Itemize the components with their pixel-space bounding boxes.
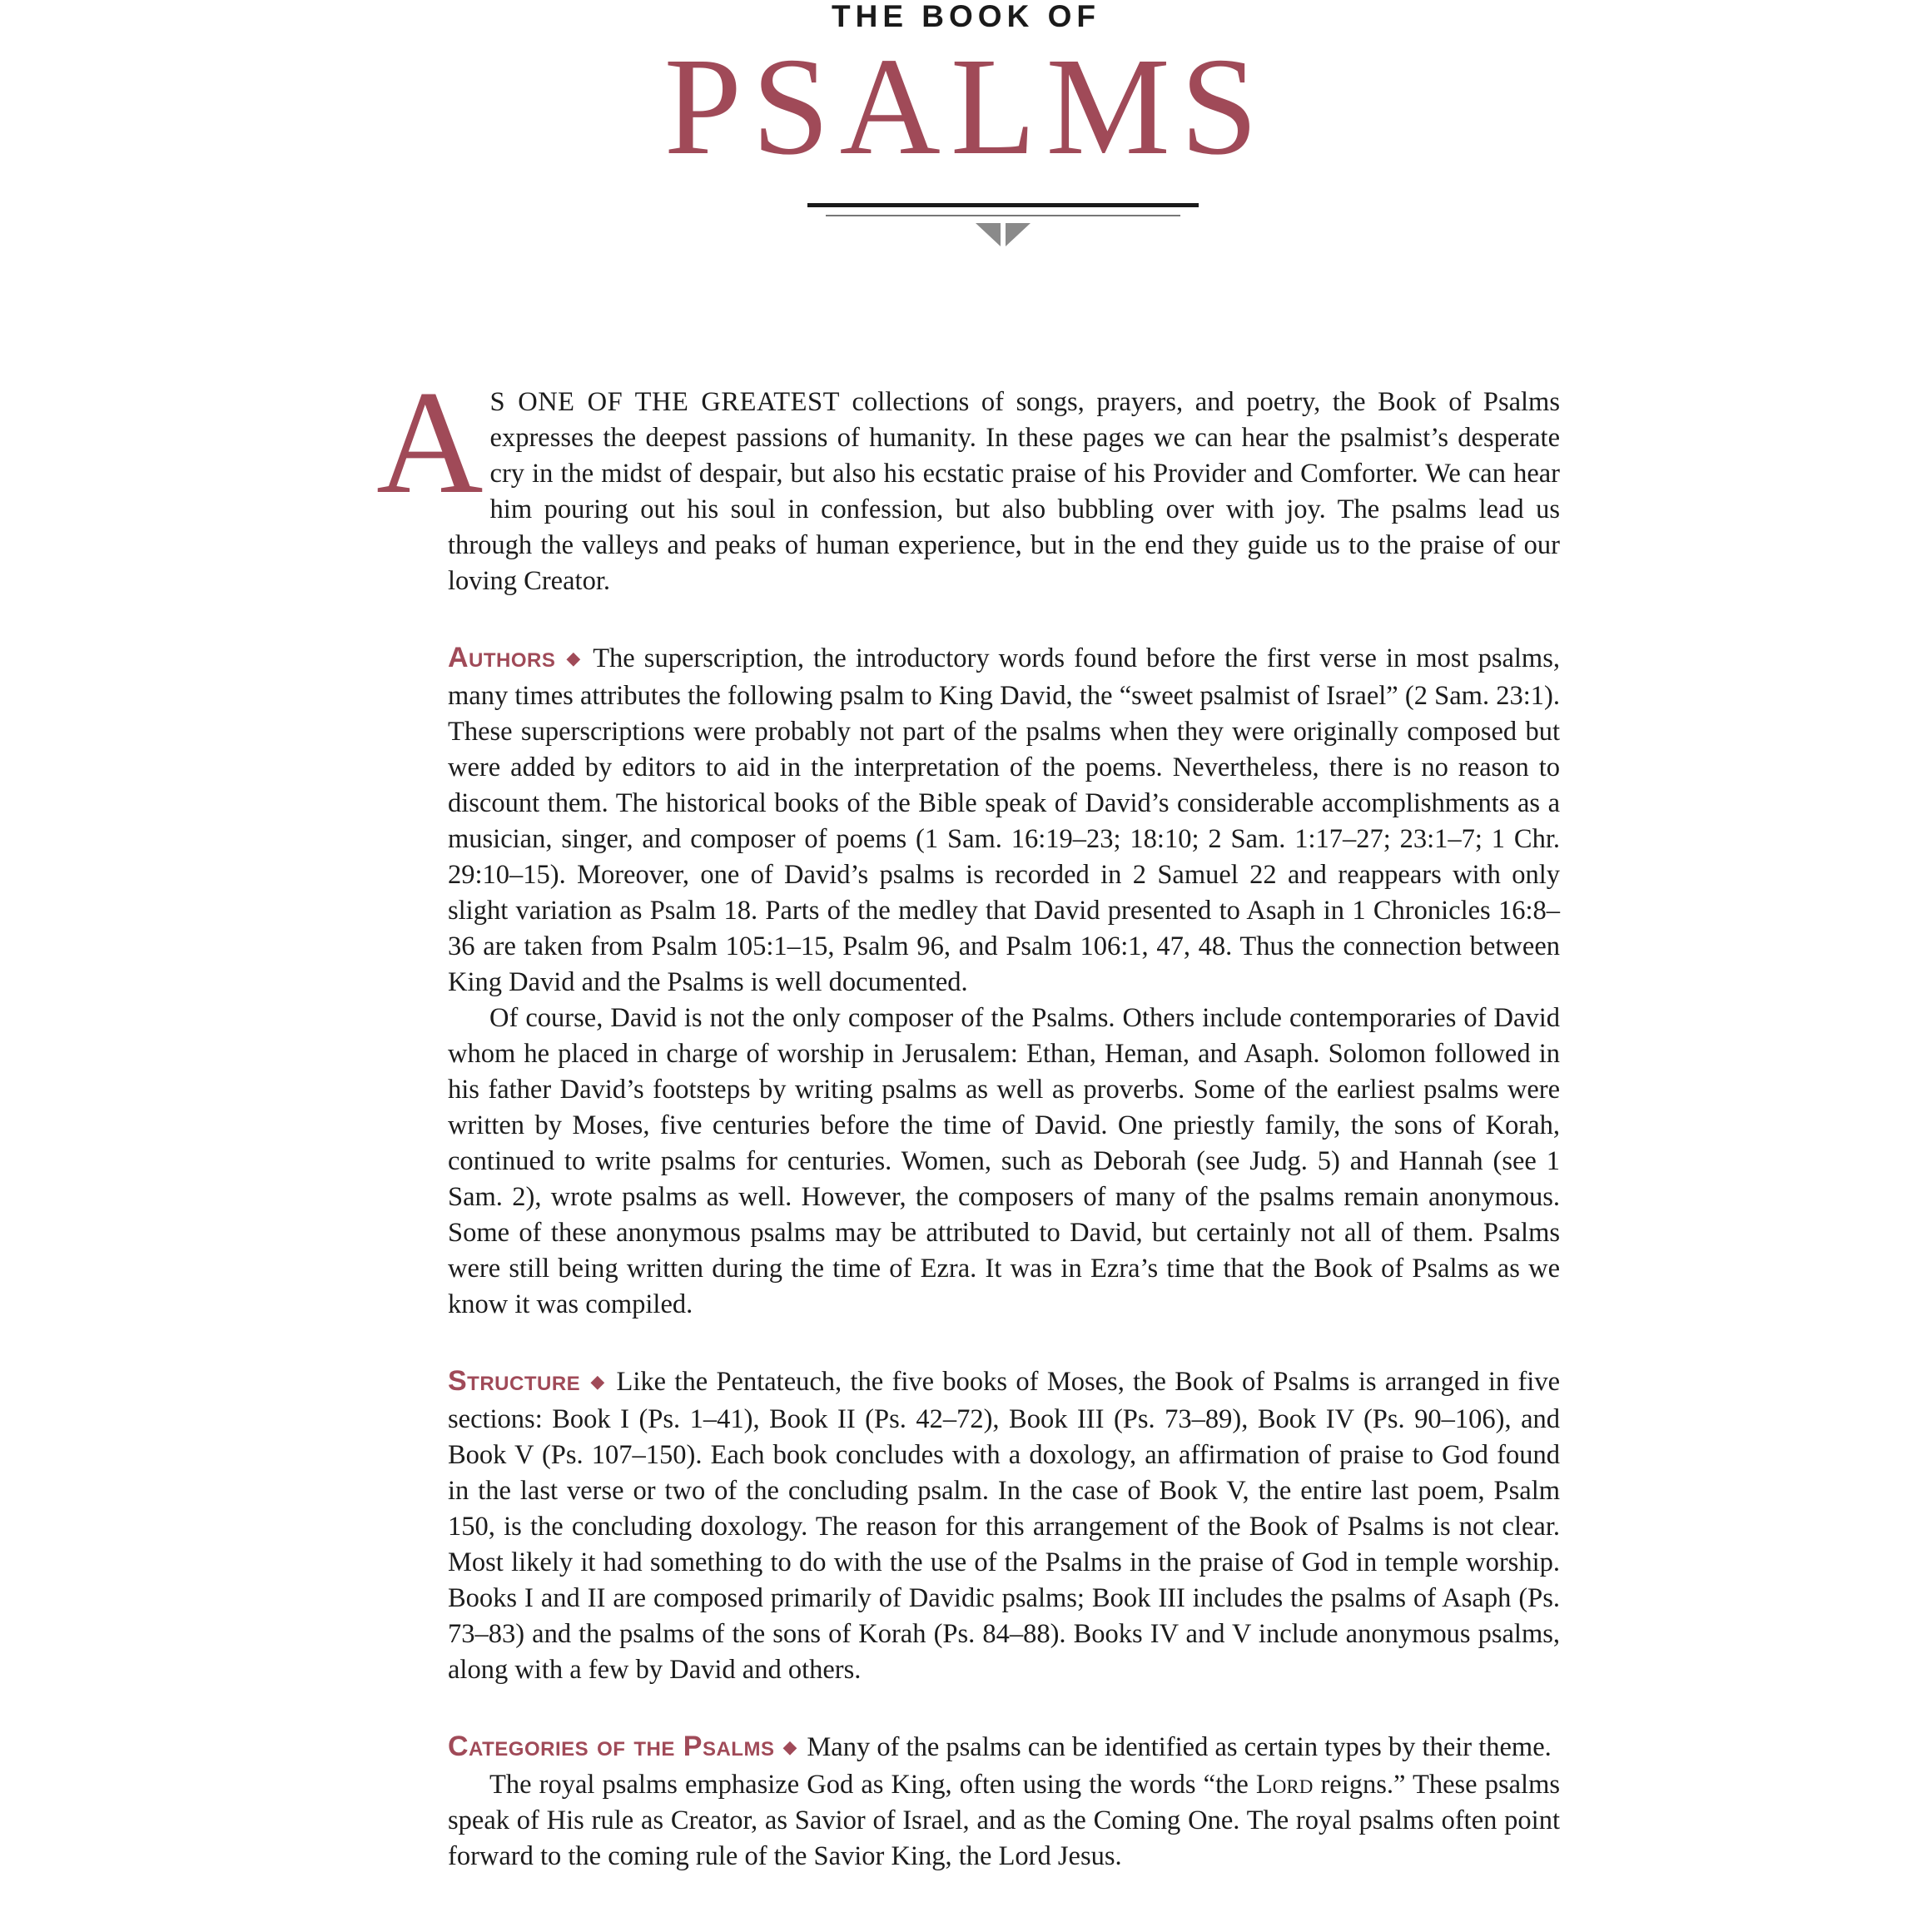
categories-text-2a: The royal psalms emphasize God as King, often using the words “the	[489, 1770, 1256, 1800]
diamond-icon: ◆	[564, 648, 584, 668]
intro-paragraph	[376, 360, 1560, 599]
authors-text-1: The superscription, the introductory words found before the first verse in most psalms, many times attributes the following psalm to King David, the “sweet psalmist of Israel” (2 Sam. 23:1). These superscriptions were probably not part of the psalms when they were originally composed but were added by editors to aid in the interpretation of the poems. Nevertheless, there is no reason to discount them. The historical books of the Bible speak of David’s considerable accomplishments as a musician, singer, and composer of poems (1 Sam. 16:19–23; 18:10; 2 Sam. 1:17–27; 23:1–7; 1 Chr. 29:10–15). Moreover, one of David’s psalms is recorded in 2 Samuel 22 and reappears with only slight variation as Psalm 18. Parts of the medley that David presented to Asaph in 1 Chronicles 16:8–36 are taken from Psalm 105:1–15, Psalm 96, and Psalm 106:1, 47, 48. Thus the connection between King David and the Psalms is well documented.	[448, 643, 1560, 997]
body-text	[376, 360, 1560, 1875]
ornament-icon	[976, 223, 1031, 246]
book-title: PSALMS	[663, 29, 1269, 184]
intro-lead: S ONE OF THE GREATEST	[489, 387, 840, 417]
structure-heading: Structure	[448, 1365, 581, 1397]
authors-paragraph-2: Of course, David is not the only composer of the Psalms. Others include contemporaries of David whom he placed in charge of worship in Jerusalem: Ethan, Heman, and Asaph. Solomon followed in his father David’s footsteps by writing psalms as well as proverbs. Some of the earliest psalms were written by Moses, five centuries before the time of David. One priestly family, the sons of Korah, continued to write psalms for centuries. Women, such as Deborah (see Judg. 5) and Hannah (see 1 Sam. 2), wrote psalms as well. However, the composers of many of the psalms remain anonymous. Some of these anonymous psalms may be attributed to David, but certainly not all of them. Psalms were still being written during the time of Ezra. It was in Ezra’s time that the Book of Psalms as we know it was compiled.	[448, 1003, 1560, 1319]
categories-text-1: Many of the psalms can be identified as certain types by their theme.	[807, 1732, 1552, 1762]
diamond-icon: ◆	[782, 1736, 797, 1757]
authors-paragraph-1	[448, 640, 1560, 1001]
drop-cap: A	[376, 360, 484, 524]
structure-paragraph	[448, 1363, 1560, 1688]
title-rule-thick	[807, 203, 1199, 207]
diamond-icon: ◆	[589, 1371, 607, 1392]
categories-paragraph-1	[448, 1729, 1560, 1767]
categories-heading: Categories of the Psalms	[448, 1731, 775, 1762]
authors-heading: Authors	[448, 642, 556, 673]
categories-paragraph-2	[448, 1767, 1560, 1875]
structure-text: Like the Pentateuch, the five books of Moses, the Book of Psalms is arranged in five sections: Book I (Ps. 1–41), Book II (Ps. 42–72), Book III (Ps. 73–89), Book IV (Ps. 90–106), and Book V (Ps. 107–150). Each book concludes with a doxology, an affirmation of praise to God found in the last verse or two of the concluding psalm. In the case of Book V, the entire last poem, Psalm 150, is the concluding doxology. The reason for this arrangement of the Book of Psalms is not clear. Most likely it had something to do with the use of the Psalms in the praise of God in temple worship. Books I and II are composed primarily of Davidic psalms; Book III includes the psalms of Asaph (Ps. 73–83) and the psalms of the sons of Korah (Ps. 84–88). Books IV and V include anonymous psalms, along with a few by David and others.	[448, 1367, 1560, 1685]
categories-text-2b: reigns.” These psalms speak of His rule as Creator, as Savior of Israel, and as the Coming One. The royal psalms often point forward to the coming rule of the Savior King, the Lord Jesus.	[448, 1770, 1560, 1871]
lord-smallcaps: Lord	[1255, 1770, 1314, 1800]
intro-text: collections of songs, prayers, and poetry, the Book of Psalms expresses the deepest passions of humanity. In these pages we can hear the psalmist’s desperate cry in the midst of despair, but also his ecstatic praise of his Provider and Comforter. We can hear him pouring out his soul in confession, but also bubbling over with joy. The psalms lead us through the valleys and peaks of human experience, but in the end they guide us to the praise of our loving Creator.	[448, 387, 1560, 596]
book-kicker: THE BOOK OF	[832, 0, 1100, 33]
title-rule-thin	[826, 215, 1180, 216]
